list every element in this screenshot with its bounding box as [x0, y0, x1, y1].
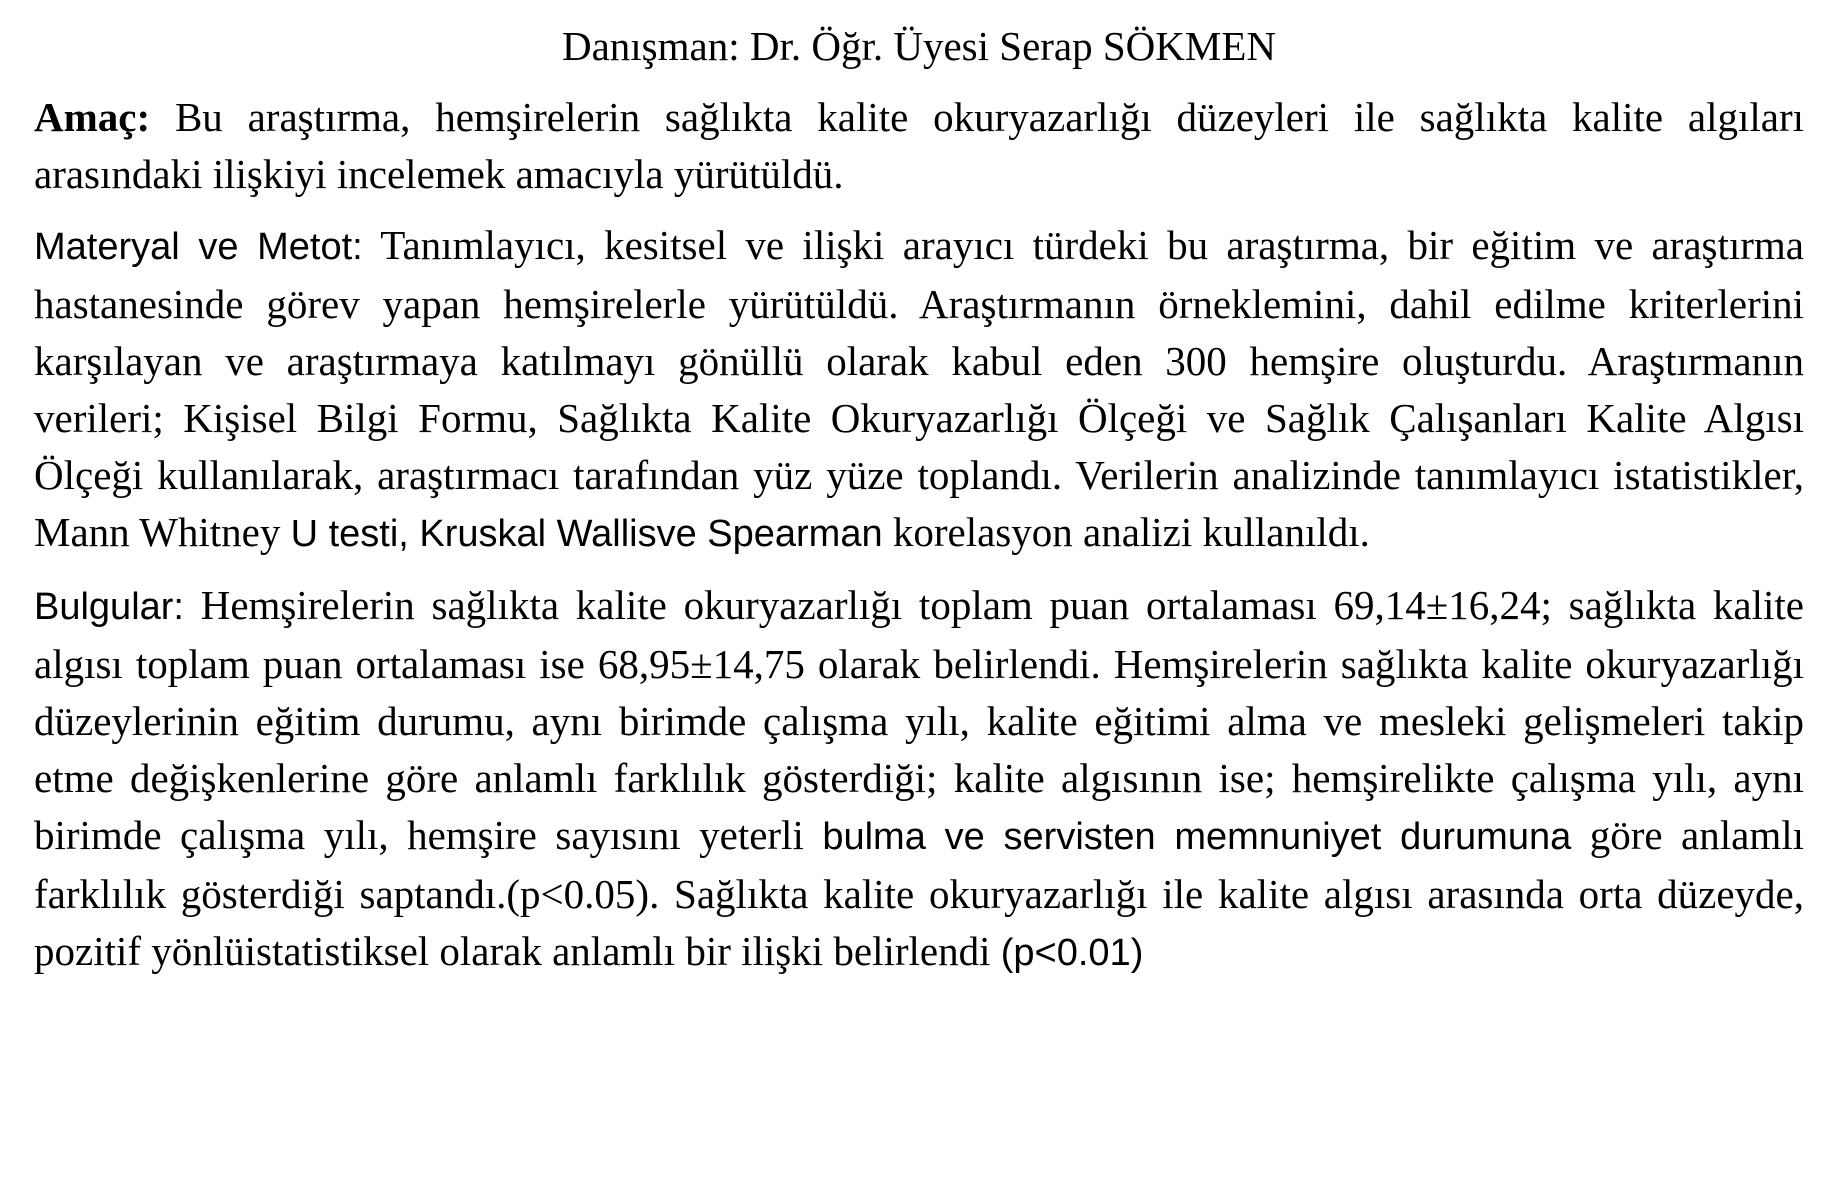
- methods-text: Tanımlayıcı, kesitsel ve ilişki arayıcı türdeki bu araştırma, bir eğitim ve araştırma hastanesinde görev yapan hemşirelerle yürütüldü. Araştırmanın örneklemini, dahil edilme kriterlerini karşılayan ve araştırmaya katılmayı gönüllü olarak kabul eden 300 hemşire oluşturdu. Araştırmanın verileri; Kişisel Bilgi Formu, Sağlıkta Kalite Okuryazarlığı Ölçeği ve Sağlık Çalışanları Kalite Algısı Ölçeği kullanılarak, araştırmacı tarafından yüz yüze toplandı. Verilerin analizinde tanımlayıcı istatistikler, Mann Whitney: [34, 222, 1804, 555]
- aim-paragraph: [34, 89, 1804, 203]
- aim-text: Bu araştırma, hemşirelerin sağlıkta kalite okuryazarlığı düzeyleri ile sağlıkta kalite algıları arasındaki ilişkiyi incelemek amacıyla yürütüldü.: [34, 94, 1804, 197]
- advisor-line: Danışman: Dr. Öğr. Üyesi Serap SÖKMEN: [561, 23, 1277, 69]
- results-sans-text: bulma ve servisten memnuniyet durumuna: [822, 816, 1572, 858]
- methods-heading: Materyal ve Metot:: [34, 226, 363, 268]
- results-paragraph: [34, 577, 1804, 982]
- methods-paragraph: [34, 217, 1804, 563]
- results-heading: Bulgular:: [34, 586, 184, 628]
- results-text: Hemşirelerin sağlıkta kalite okuryazarlığı toplam puan ortalaması 69,14±16,24; sağlıkta kalite algısı toplam puan ortalaması ise 68,95±14,75 olarak belirlendi. Hemşirelerin sağlıkta kalite okuryazarlığı düzeylerinin eğitim durumu, aynı birimde çalışma yılı, kalite eğitimi alma ve mesleki gelişmeleri takip etme değişkenlerine göre anlamlı farklılık gösterdiği; kalite algısının ise; hemşirelikte çalışma yılı, aynı birimde çalışma yılı, hemşire sayısını yeterli: [34, 582, 1804, 858]
- methods-sans-text: U testi, Kruskal Wallisve Spearman: [290, 513, 883, 555]
- methods-text-end: korelasyon analizi kullanıldı.: [892, 509, 1370, 555]
- aim-heading: Amaç:: [34, 94, 151, 140]
- abstract-page: [34, 18, 1804, 996]
- results-final-pvalue: (p<0.01): [1000, 932, 1144, 974]
- results-text-end: göre anlamlı farklılık gösterdiği saptandı.(p<0.05). Sağlıkta kalite okuryazarlığı ile kalite algısı arasında orta düzeyde, pozitif yönlüistatistiksel olarak anlamlı bir ilişki belirlendi: [34, 812, 1805, 974]
